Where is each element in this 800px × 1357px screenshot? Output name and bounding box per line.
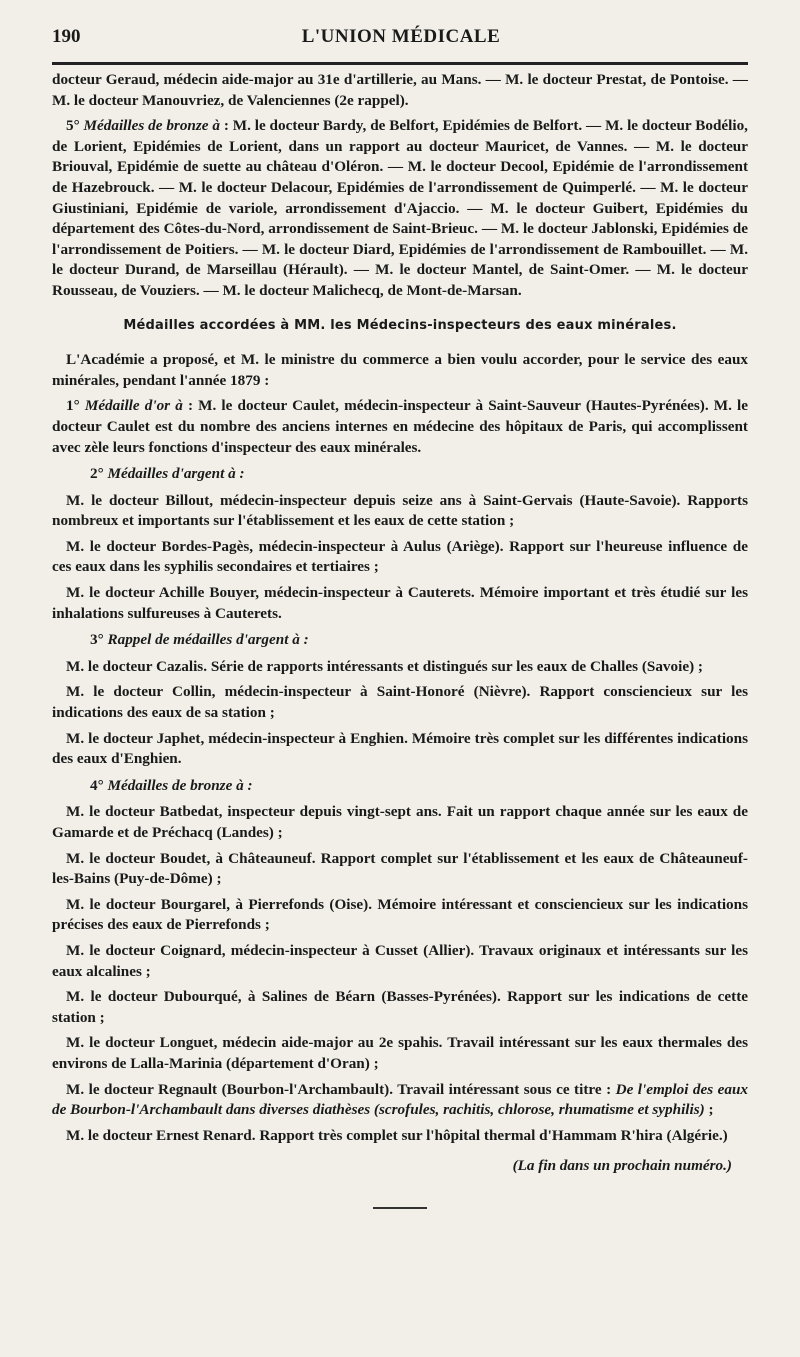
paragraph	[52, 116, 748, 301]
item-label: Médailles d'argent à :	[107, 465, 245, 483]
end-rule	[373, 1207, 427, 1209]
paragraph	[52, 396, 748, 458]
paragraph: M. le docteur Ernest Renard. Rapport très complet sur l'hôpital thermal d'Hammam R'hira (Algérie.)	[66, 1126, 728, 1144]
header-rule	[52, 62, 748, 65]
paragraph: M. le docteur Coignard, médecin-inspecteur à Cusset (Allier). Travaux originaux et intéressants sur les eaux alcalines ;	[52, 941, 748, 980]
paragraph: M. le docteur Billout, médecin-inspecteur depuis seize ans à Saint-Gervais (Haute-Savoie). Rapports nombreux et importants sur l'établissement et les eaux de cette station ;	[52, 491, 748, 530]
page-number: 190	[52, 26, 81, 47]
paragraph: M. le docteur Bordes-Pagès, médecin-inspecteur à Aulus (Ariège). Rapport sur l'heureuse influence de ces eaux dans les syphilis secondaires et tertiaires ;	[52, 537, 748, 576]
subheading	[90, 630, 748, 651]
item-label: Médaille d'or à	[84, 397, 183, 415]
subheading	[90, 776, 748, 797]
item-label: Rappel de médailles d'argent à :	[107, 631, 309, 649]
item-number: 4°	[90, 776, 108, 794]
paragraph: L'Académie a proposé, et M. le ministre du commerce a bien voulu accorder, pour le service des eaux minérales, pendant l'année 1879 :	[52, 351, 748, 389]
paragraph: M. le docteur Achille Bouyer, médecin-inspecteur à Cauterets. Mémoire important et très étudié sur les inhalations sulfureuses à Cauterets.	[52, 584, 748, 622]
paragraph: M. le docteur Boudet, à Châteauneuf. Rapport complet sur l'établissement et les eaux de Châteauneuf-les-Bains (Puy-de-Dôme) ;	[52, 849, 748, 888]
paragraph: M. le docteur Dubourqué, à Salines de Béarn (Basses-Pyrénées). Rapport sur les indications de cette station ;	[52, 988, 748, 1026]
work-title: De l'emploi des eaux de Bourbon-l'Archambault dans diverses diathèses (scrofules, rachitis, chlorose, rhumatisme et syphilis)	[52, 1080, 749, 1119]
paragraph: M. le docteur Cazalis. Série de rapports intéressants et distingués sur les eaux de Challes (Savoie) ;	[66, 657, 703, 675]
paragraph-text: : M. le docteur Caulet, médecin-inspecteur à Saint-Sauveur (Hautes-Pyrénées). M. le docteur Caulet est du nombre des anciens internes en médecine des hôpitaux de Paris, qui accomplissent avec zèle leurs fonctions d'inspecteur des eaux minérales.	[52, 397, 748, 456]
item-number: 1°	[66, 397, 85, 415]
paragraph: docteur Geraud, médecin aide-major au 31e d'artillerie, au Mans. — M. le docteur Prestat, de Pontoise. — M. le docteur Manouvriez, de Valenciennes (2e rappel).	[52, 71, 748, 109]
continuation-note: (La fin dans un prochain numéro.)	[512, 1157, 732, 1175]
paragraph: M. le docteur Longuet, médecin aide-major au 2e spahis. Travail intéressant sur les eaux thermales des environs de Lalla-Marinia (département d'Oran) ;	[52, 1034, 748, 1072]
paragraph-text: ;	[704, 1101, 714, 1119]
paragraph: M. le docteur Bourgarel, à Pierrefonds (Oise). Mémoire intéressant et consciencieux sur les indications précises des eaux de Pierrefonds ;	[52, 895, 748, 934]
paragraph: M. le docteur Collin, médecin-inspecteur à Saint-Honoré (Nièvre). Rapport consciencieux sur les indications des eaux de sa station ;	[52, 683, 748, 722]
paragraph: M. le docteur Japhet, médecin-inspecteur à Enghien. Mémoire très complet sur les différentes indications des eaux d'Enghien.	[52, 729, 748, 768]
paragraph: M. le docteur Batbedat, inspecteur depuis vingt-sept ans. Fait un rapport chaque année sur les eaux de Gamarde et de Préchacq (Landes) ;	[52, 803, 748, 841]
article-body	[52, 70, 748, 1209]
item-number: 2°	[90, 465, 108, 483]
item-number: 3°	[90, 631, 108, 649]
item-number: 5°	[66, 117, 84, 135]
section-heading: Médailles accordées à MM. les Médecins-inspecteurs des eaux minérales.	[123, 317, 677, 333]
page-header	[52, 22, 750, 52]
paragraph-text: M. le docteur Regnault (Bourbon-l'Archambault). Travail intéressant sous ce titre :	[66, 1080, 616, 1098]
paragraph-text: : M. le docteur Bardy, de Belfort, Epidémies de Belfort. — M. le docteur Bodélio, de Lorient, Epidémies de Lorient, dans un rapport au docteur Mauricet, de Vannes. — M. le docteur Briouval, Epidémie de suette au château d'Oléron. — M. le docteur Decool, Epidémie de l'arrondissement de Hazebrouck. — M. le docteur Delacour, Epidémies de l'arrondissement de Quimperlé. — M. le docteur Giustiniani, Epidémie de variole, arrondissement d'Ajaccio. — M. le docteur Guibert, Epidémies du département des Côtes-du-Nord, arrondissement de Saint-Brieuc. — M. le docteur Jablonski, Epidémies de l'arrondissement de Poitiers. — M. le docteur Diard, Epidémies de l'arrondissement de Rambouillet. — M. le docteur Durand, de Marseillau (Hérault). — M. le docteur Mantel, de Saint-Omer. — M. le docteur Rousseau, de Vouziers. — M. le docteur Malichecq, de Mont-de-Marsan.	[52, 117, 748, 299]
item-label: Médailles de bronze à	[83, 117, 220, 135]
running-title: L'UNION MÉDICALE	[301, 26, 501, 47]
item-label: Médailles de bronze à :	[107, 776, 253, 794]
paragraph	[52, 1080, 748, 1121]
subheading	[90, 464, 748, 485]
